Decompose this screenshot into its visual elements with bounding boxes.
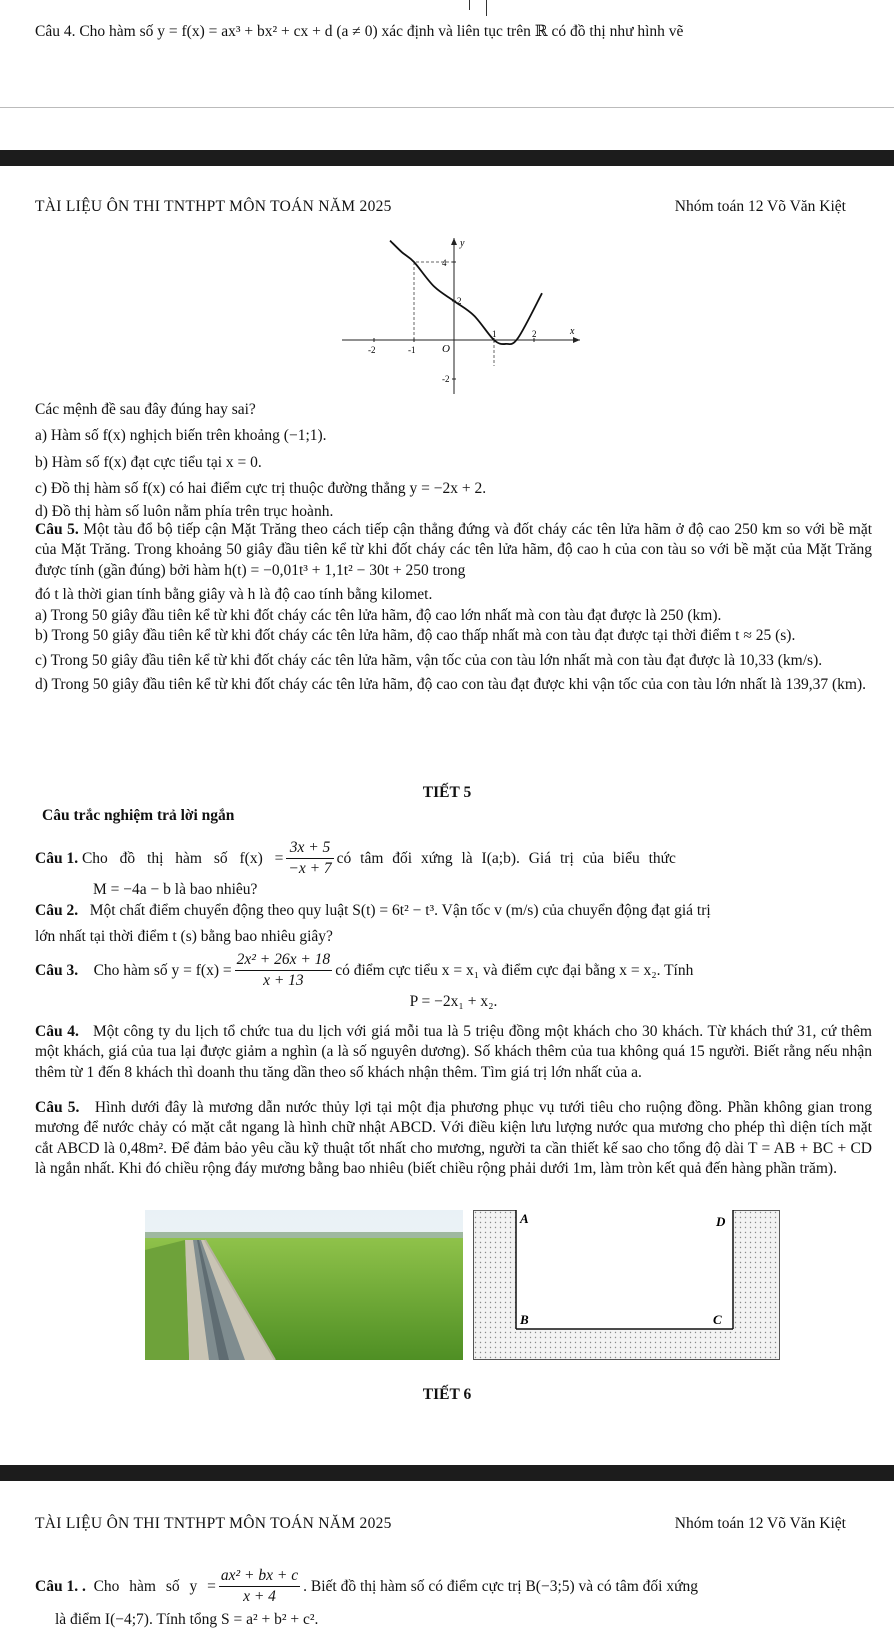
x-label: x	[570, 326, 575, 337]
cubic-graph	[342, 236, 582, 396]
s1-den: −x + 7	[288, 860, 332, 878]
top-q4-line: Câu 4. Cho hàm số y = f(x) = ax³ + bx² + cx + d (a ≠ 0) xác định và liên tục trên ℝ có đồ thị như hình vẽ	[35, 23, 684, 40]
s3-block	[35, 950, 872, 1012]
s1-label: Câu 1.	[35, 849, 79, 867]
x-tick-m2: -2	[368, 345, 376, 355]
q5-b: b) Trong 50 giây đầu tiên kể từ khi đốt cháy các tên lửa hãm, độ cao thấp nhất mà con tàu đạt được tại thời điểm t ≈ 25 (s).	[35, 627, 796, 645]
header-left: TÀI LIỆU ÔN THI TNTHPT MÔN TOÁN NĂM 2025	[35, 198, 392, 215]
t1-block	[35, 1566, 872, 1630]
y-tick-4: 4	[442, 258, 447, 268]
tiet6-heading: TIẾT 6	[422, 1386, 472, 1403]
y-tick-2: 2	[457, 296, 462, 306]
t1-fraction	[219, 1566, 300, 1608]
x-tick-1: 1	[492, 329, 497, 339]
s1-post: có tâm đối xứng là I(a;b). Giá trị của biểu thức	[336, 849, 676, 867]
point-A: A	[520, 1211, 529, 1226]
top-tick-2	[469, 0, 470, 10]
q4-a: a) Hàm số f(x) nghịch biến trên khoảng (−1;1).	[35, 427, 327, 445]
y-tick-m2: -2	[442, 374, 450, 384]
cubic-curve	[390, 241, 542, 345]
page-break-1	[0, 150, 894, 166]
header2-right: Nhóm toán 12 Võ Văn Kiệt	[674, 1515, 846, 1532]
s2-label: Câu 2.	[35, 902, 79, 919]
s4-label: Câu 4.	[35, 1023, 79, 1040]
top-divider	[0, 107, 894, 108]
x-tick-2: 2	[532, 329, 537, 339]
s1-fraction	[286, 838, 333, 880]
canal-photo	[145, 1210, 463, 1360]
s1-line2: M = −4a − b là bao nhiêu?	[93, 880, 258, 898]
page-break-2	[0, 1465, 894, 1481]
q5-p2: đó t là thời gian tính bằng giây và h là độ cao tính bằng kilomet.	[35, 586, 433, 604]
q5-p1: Một tàu đổ bộ tiếp cận Mặt Trăng theo cách tiếp cận thẳng đứng và đốt cháy các tên lửa hãm ở độ cao 250 km so với bề mặt của Mặt Trăng. Trong khoảng 50 giây đầu tiên kể từ khi đốt cháy các tên lửa hãm, độ cao h của con tàu so với bề mặt của Mặt Trăng được tính (gần đúng) bởi hàm h(t) = −0,01t³ + 1,1t² − 30t + 250 trong	[35, 521, 873, 579]
s2-line2: lớn nhất tại thời điểm t (s) bằng bao nhiêu giây?	[35, 928, 333, 946]
top-question	[35, 22, 872, 42]
t1-pre: Cho hàm số y =	[93, 1577, 216, 1595]
point-D: D	[716, 1214, 726, 1229]
s2-text: Một chất điểm chuyển động theo quy luật S(t) = 6t² − t³. Vận tốc v (m/s) của chuyển động đạt giá trị	[89, 902, 711, 919]
y-label: y	[460, 238, 465, 249]
t1-line2: là điểm I(−4;7). Tính tổng S = a² + b² + c².	[55, 1610, 319, 1628]
t1-den: x + 4	[243, 1588, 276, 1606]
s2-block	[35, 901, 872, 948]
q4-d: d) Đồ thị hàm số luôn nằm phía trên trục hoành.	[35, 502, 334, 520]
s4-text: Một công ty du lịch tổ chức tua du lịch với giá mỗi tua là 5 triệu đồng một khách cho 30 khách. Từ khách thứ 31, cứ thêm một khách, giá của tua lại được giảm a nghìn (a là số nguyên dương). Số khách thêm của tua không quá 15 người. Biết rằng nếu nhận thêm từ 1 đến 8 khách thì doanh thu tăng dần theo số khách nhận thêm. Tìm giá trị lớn nhất của a.	[35, 1023, 872, 1081]
q4-b: b) Hàm số f(x) đạt cực tiểu tại x = 0.	[35, 453, 262, 471]
origin-label: O	[442, 343, 450, 355]
header-right: Nhóm toán 12 Võ Văn Kiệt	[674, 198, 846, 215]
t1-label: Câu 1. .	[35, 1577, 86, 1595]
point-B: B	[520, 1312, 529, 1327]
s5-label: Câu 5.	[35, 1099, 80, 1116]
s3-label: Câu 3.	[35, 961, 79, 979]
s3-line2: P = −2x₁ + x₂.	[409, 992, 498, 1010]
page-header-1	[35, 197, 846, 217]
s3-pre: Cho hàm số y = f(x) =	[93, 961, 232, 979]
top-tick	[486, 0, 487, 16]
q5-label: Câu 5.	[35, 521, 79, 538]
x-arrow	[573, 337, 580, 343]
point-C: C	[713, 1312, 722, 1327]
t1-num: ax² + bx + c	[219, 1566, 300, 1587]
page-header-2	[35, 1514, 846, 1534]
y-arrow	[451, 238, 457, 245]
s3-post: có điểm cực tiểu x = x₁ và điểm cực đại bằng x = x₂. Tính	[335, 961, 694, 979]
q5-d: d) Trong 50 giây đầu tiên kể từ khi đốt cháy các tên lửa hãm, độ cao con tàu đạt được khi vận tốc của con tàu lớn nhất là 139,37 (km).	[35, 676, 867, 694]
channel-area	[516, 1210, 733, 1329]
tiet5-heading: TIẾT 5	[422, 784, 472, 801]
q4-block	[35, 400, 872, 522]
canal-cross-section	[473, 1210, 780, 1360]
t1-post: . Biết đồ thị hàm số có điểm cực trị B(−3;5) và có tâm đối xứng	[303, 1577, 698, 1595]
s1-pre: Cho đồ thị hàm số f(x) =	[81, 849, 284, 867]
s5-block	[35, 1098, 872, 1180]
s1-block	[35, 838, 872, 900]
q4-c: c) Đồ thị hàm số f(x) có hai điểm cực trị thuộc đường thẳng y = −2x + 2.	[35, 480, 487, 498]
q5-c: c) Trong 50 giây đầu tiên kể từ khi đốt cháy các tên lửa hãm, vận tốc của con tàu lớn nhất mà con tàu đạt được là 10,33 (km/s).	[35, 651, 823, 669]
s1-num: 3x + 5	[286, 838, 333, 859]
q4-prompt: Các mệnh đề sau đây đúng hay sai?	[35, 401, 256, 418]
q5-a: a) Trong 50 giây đầu tiên kể từ khi đốt cháy các tên lửa hãm, độ cao lớn nhất mà con tàu đạt được là 250 (km).	[35, 606, 722, 624]
section-heading: Câu trắc nghiệm trả lời ngắn	[42, 807, 235, 824]
s3-num: 2x² + 26x + 18	[235, 950, 333, 971]
s5-text: Hình dưới đây là mương dẫn nước thủy lợi tại một địa phương phục vụ tưới tiêu cho ruộng đồng. Phần không gian trong mương để nước chảy có mặt cắt ngang là hình chữ nhật ABCD. Với điều kiện lưu lượng nước qua mương cho phép thì diện tích mặt cắt ABCD là 0,48m². Để đảm bảo yêu cầu kỹ thuật tốt nhất cho mương, người ta cần thiết kế sao cho tổng độ dài T = AB + BC + CD là ngắn nhất. Khi đó chiều rộng đáy mương bằng bao nhiêu (biết chiều rộng phải dưới 1m, làm tròn kết quả đến hàng phần trăm).	[35, 1099, 873, 1178]
s4-block	[35, 1022, 872, 1083]
header2-left: TÀI LIỆU ÔN THI TNTHPT MÔN TOÁN NĂM 2025	[35, 1515, 392, 1532]
s3-den: x + 13	[263, 972, 304, 990]
x-tick-m1: -1	[408, 345, 416, 355]
s3-fraction	[235, 950, 333, 992]
q5-block	[35, 520, 872, 696]
